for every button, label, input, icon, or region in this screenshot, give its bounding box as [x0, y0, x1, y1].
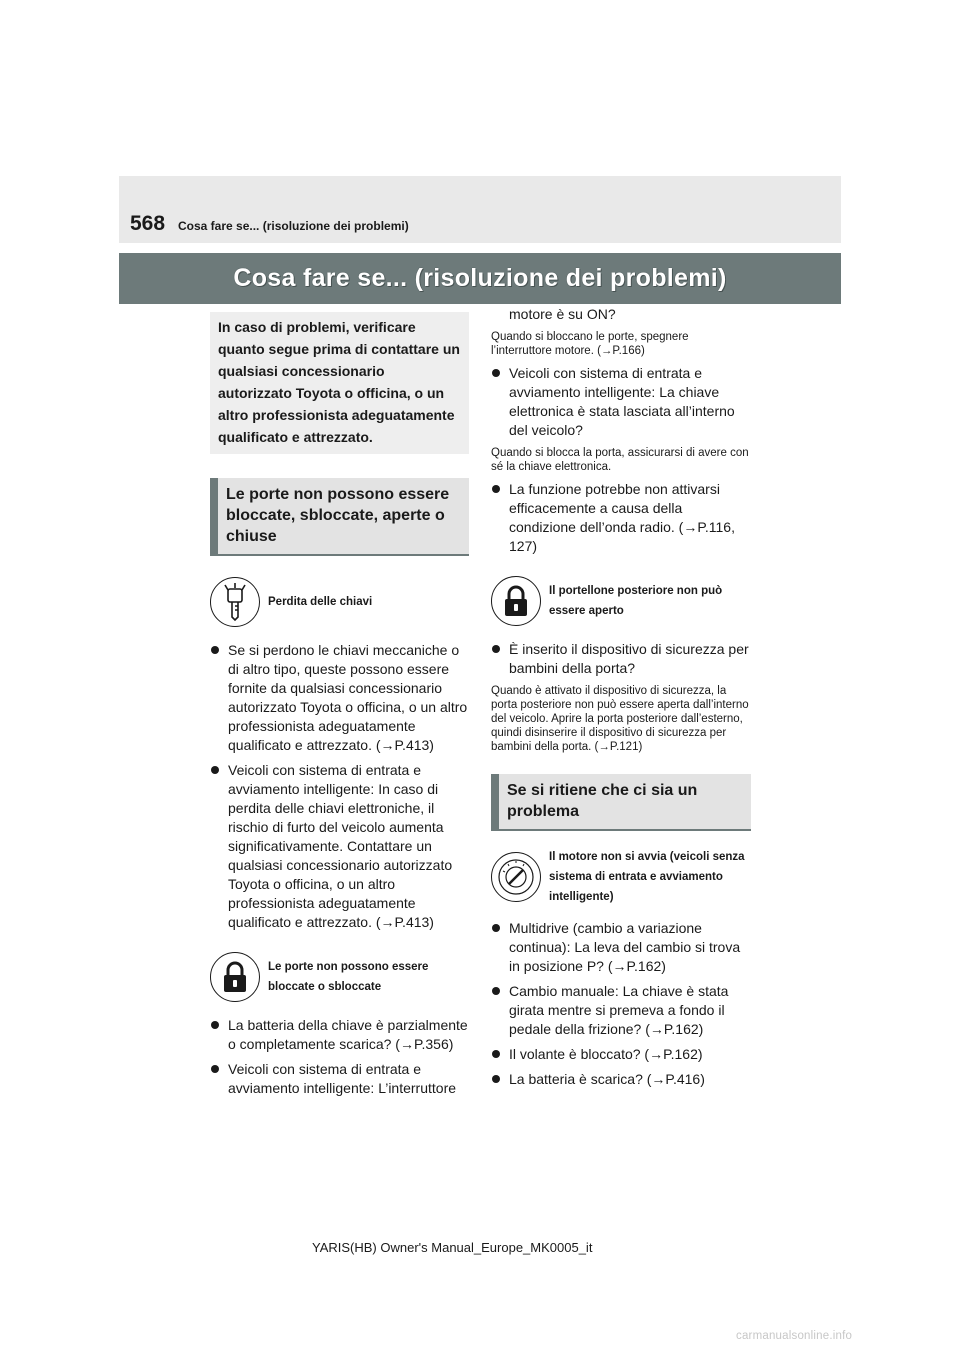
left-column: [210, 312, 469, 1098]
note: Quando si blocca la porta, assicurarsi di avere con sé la chiave elettronica.: [491, 447, 749, 473]
right-column: [491, 305, 751, 1089]
page-title: Cosa fare se... (risoluzione dei problemi): [233, 264, 727, 292]
note: Quando è attivato il dispositivo di sicurezza, la porta posteriore non può essere aperta dall’interno del veicolo. Aprire la porta posteriore dall’esterno, quindi disinserire il dispositivo di sicurezza per bambini della porta. (→P.121): [491, 685, 749, 753]
ignition-icon: [491, 852, 541, 902]
subheading-engine: [491, 847, 751, 907]
note: Quando si bloccano le porte, spegnere l’interruttore motore. (→P.166): [491, 331, 689, 357]
subheading-tailgate: [491, 576, 751, 626]
list-item: La funzione potrebbe non attivarsi efficacemente a causa della condizione dell’onda radio. (→P.116, 127): [491, 480, 751, 556]
subheading-tailgate-label: Il portellone posteriore non può essere aperto: [549, 585, 723, 617]
running-head: Cosa fare se... (risoluzione dei problemi): [178, 219, 409, 233]
subheading-lock-unlock-label: Le porte non possono essere bloccate o sbloccate: [268, 961, 429, 993]
list-item: È inserito il dispositivo di sicurezza per bambini della porta?: [491, 640, 751, 678]
watermark: carmanualsonline.info: [736, 1330, 853, 1342]
intro-box: In caso di problemi, verificare quanto segue prima di contattare un qualsiasi concessionario autorizzato Toyota o officina, o un altro professionista adeguatamente qualificato e attrezzato.: [210, 312, 469, 454]
title-bar: [119, 253, 841, 304]
list-item: Multidrive (cambio a variazione continua): La leva del cambio si trova in posizione P? (→P.162): [491, 919, 751, 976]
page-number: 568: [130, 212, 166, 235]
list-item: La batteria della chiave è parzialmente o completamente scarica? (→P.356): [210, 1016, 469, 1054]
section-heading-doors: Le porte non possono essere bloccate, sbloccate, aperte o chiuse: [210, 478, 469, 556]
list-item: Veicoli con sistema di entrata e avviamento intelligente: L’interruttore: [210, 1060, 469, 1098]
section-heading-problem: Se si ritiene che ci sia un problema: [491, 774, 751, 831]
key-icon: [210, 577, 260, 627]
list-item: La batteria è scarica? (→P.416): [491, 1070, 751, 1089]
padlock-icon: [491, 576, 541, 626]
list-item: Veicoli con sistema di entrata e avviamento intelligente: In caso di perdita delle chiavi elettroniche, il rischio di furto del veicolo aumenta significativamente. Contattare un qualsiasi concessionario autorizzato Toyota o officina, o un altro professionista adeguatamente qualificato e attrezzato. (→P.413): [210, 761, 469, 932]
footer-text: YARIS(HB) Owner's Manual_Europe_MK0005_it: [312, 1240, 593, 1255]
list-item: Il volante è bloccato? (→P.162): [491, 1045, 751, 1064]
list-item: Cambio manuale: La chiave è stata girata mentre si premeva a fondo il pedale della frizione? (→P.162): [491, 982, 751, 1039]
list-item: Se si perdono le chiavi meccaniche o di altro tipo, queste possono essere fornite da qualsiasi concessionario autorizzato Toyota o officina, o un altro professionista adeguatamente qualificato e attrezzato. (→P.413): [210, 641, 469, 755]
subheading-lock-unlock: [210, 952, 469, 1002]
subheading-lost-keys-label: Perdita delle chiavi: [268, 596, 373, 608]
list-item: Veicoli con sistema di entrata e avviamento intelligente: La chiave elettronica è stata lasciata all’interno del veicolo?: [491, 364, 751, 440]
padlock-icon: [210, 952, 260, 1002]
subheading-lost-keys: [210, 577, 469, 627]
subheading-engine-label: Il motore non si avvia (veicoli senza sistema di entrata e avviamento intelligente): [549, 851, 745, 903]
list-item-continued: motore è su ON?: [509, 306, 616, 322]
